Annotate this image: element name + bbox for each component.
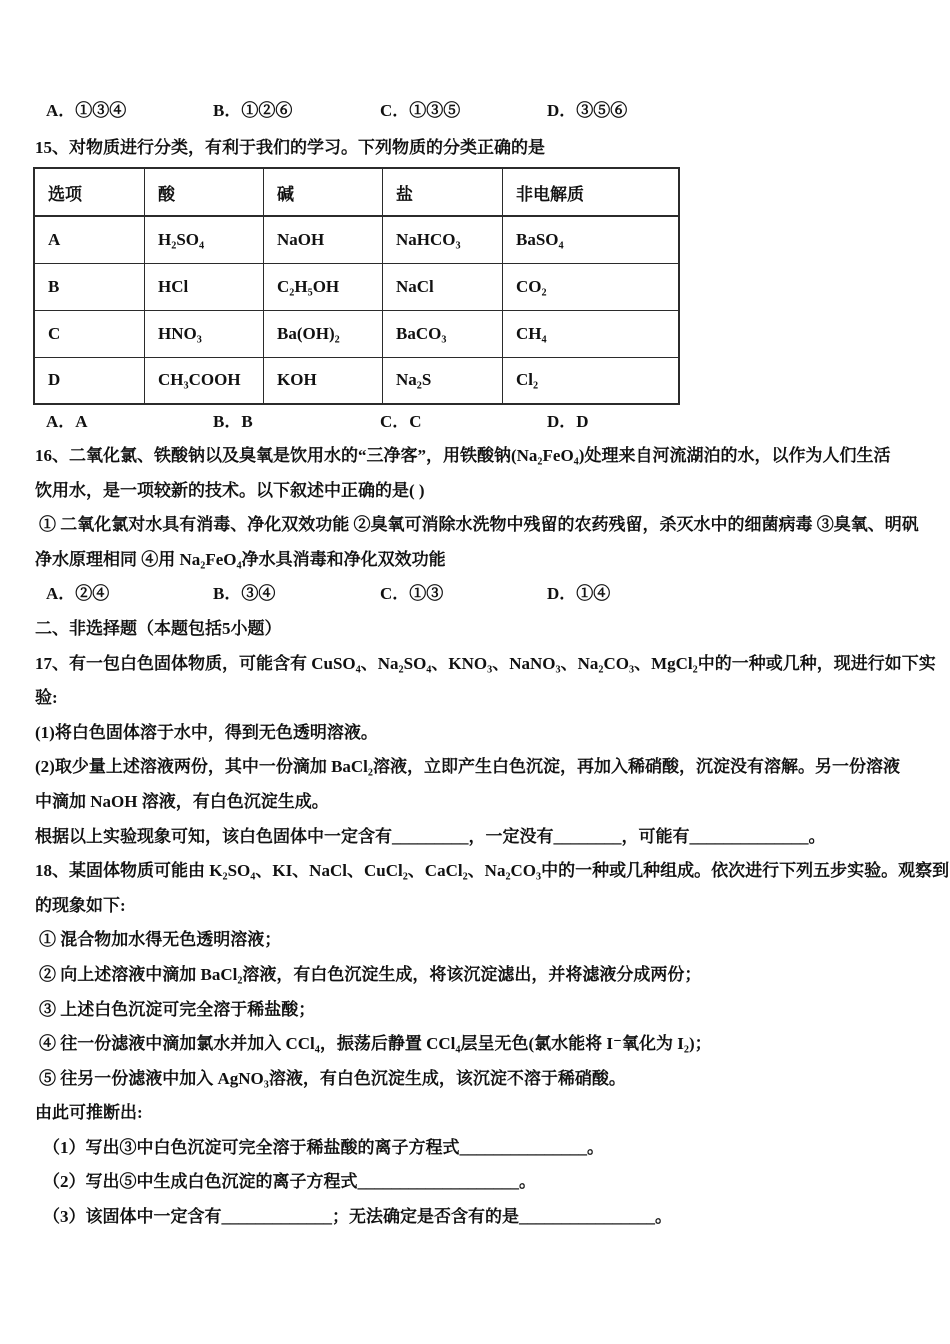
table-cell: B <box>34 263 145 310</box>
table-cell: BaCO₃ <box>383 310 503 357</box>
table-header-cell: 酸 <box>145 168 264 216</box>
table-cell: NaHCO₃ <box>383 216 503 263</box>
table-cell: D <box>34 357 145 404</box>
q17-line: 验: <box>35 688 58 708</box>
table-cell: HNO₃ <box>145 310 264 357</box>
table-cell: CH₄ <box>503 310 680 357</box>
q15-options-row <box>46 411 950 433</box>
q16-line: ① 二氧化氯对水具有消毒、净化双效功能 ②臭氧可消除水洗物中残留的农药残留，杀灭水中的细菌病毒 ③臭氧、明矾 <box>39 515 919 535</box>
questions-text-block <box>35 439 950 1235</box>
q15-option-d: D．D <box>547 412 589 431</box>
table-cell: Ba(OH)₂ <box>264 310 383 357</box>
q17-step-2: (2)取少量上述溶液两份，其中一份滴加 BaCl₂溶液，立即产生白色沉淀，再加入稀硝酸，沉淀没有溶解。另一份溶液 <box>35 757 901 777</box>
q17-blanks-line: 根据以上实验现象可知，该白色固体中一定含有_________，一定没有________，可能有______________。 <box>35 826 826 846</box>
q14-option-a: A．①③④ <box>46 101 127 120</box>
table-cell: H₂SO₄ <box>145 216 264 263</box>
table-cell: HCl <box>145 263 264 310</box>
table-header-cell: 非电解质 <box>503 168 680 216</box>
q18-observation-3: ③ 上述白色沉淀可完全溶于稀盐酸； <box>39 999 316 1019</box>
q17-step-2-cont: 中滴加 NaOH 溶液，有白色沉淀生成。 <box>35 791 329 811</box>
table-cell: NaOH <box>264 216 383 263</box>
q18-subquestion-1: （1）写出③中白色沉淀可完全溶于稀盐酸的离子方程式_______________。 <box>43 1137 604 1157</box>
q16-option-a: A．②④ <box>46 584 110 604</box>
q15-option-b: B．B <box>213 412 253 431</box>
q18-subquestion-2: （2）写出⑤中生成白色沉淀的离子方程式___________________。 <box>43 1172 536 1192</box>
table-header-cell: 选项 <box>34 168 145 216</box>
q18-observation-1: ① 混合物加水得无色透明溶液； <box>39 930 282 950</box>
q16-option-d: D．①④ <box>547 584 611 604</box>
table-cell: C <box>34 310 145 357</box>
q18-subquestion-3: （3）该固体中一定含有_____________；无法确定是否含有的是________________。 <box>43 1207 672 1227</box>
table-cell: Na₂S <box>383 357 503 404</box>
classification-table <box>33 167 680 405</box>
table-header-row <box>34 168 679 216</box>
q17-step-1: (1)将白色固体溶于水中，得到无色透明溶液。 <box>35 722 378 742</box>
q16-options-row <box>35 577 950 612</box>
q14-option-c: C．①③⑤ <box>380 101 461 120</box>
q18-conclusion-intro: 由此可推断出: <box>35 1103 143 1123</box>
q15-option-a: A．A <box>46 412 88 431</box>
table-row <box>34 263 679 310</box>
q14-option-d: D．③⑤⑥ <box>547 101 628 120</box>
q17-line: 17、有一包白色固体物质，可能含有 CuSO₄、Na₂SO₄、KNO₃、NaNO₃、Na₂CO₃、MgCl₂中的一种或几种，现进行如下实 <box>35 653 936 673</box>
table-cell: A <box>34 216 145 263</box>
q15-stem: 15、对物质进行分类，有利于我们的学习。下列物质的分类正确的是 <box>35 138 545 157</box>
table-row <box>34 357 679 404</box>
table-row <box>34 310 679 357</box>
q14-option-b: B．①②⑥ <box>213 101 293 120</box>
section2-heading: 二、非选择题（本题包括5小题） <box>35 618 282 638</box>
table-row <box>34 216 679 263</box>
table-cell: CO₂ <box>503 263 680 310</box>
q14-options-row <box>46 100 950 122</box>
table-cell: C₂H₅OH <box>264 263 383 310</box>
table-cell: NaCl <box>383 263 503 310</box>
table-cell: Cl₂ <box>503 357 680 404</box>
q18-observation-2: ② 向上述溶液中滴加 BaCl₂溶液，有白色沉淀生成，将该沉淀滤出，并将滤液分成两份； <box>39 964 702 984</box>
q16-line: 饮用水，是一项较新的技术。以下叙述中正确的是( ) <box>35 480 425 500</box>
q16-line: 净水原理相同 ④用 Na₂FeO₄净水具消毒和净化双效功能 <box>35 549 446 569</box>
table-cell: KOH <box>264 357 383 404</box>
table-cell: BaSO₄ <box>503 216 680 263</box>
table-header-cell: 碱 <box>264 168 383 216</box>
table-header-cell: 盐 <box>383 168 503 216</box>
table-cell: CH₃COOH <box>145 357 264 404</box>
q18-observation-4: ④ 往一份滤液中滴加氯水并加入 CCl₄，振荡后静置 CCl₄层呈无色(氯水能将 I⁻氧化为 I₂)； <box>39 1034 712 1054</box>
q15-option-c: C．C <box>380 412 422 431</box>
q18-observation-5: ⑤ 往另一份滤液中加入 AgNO₃溶液，有白色沉淀生成，该沉淀不溶于稀硝酸。 <box>39 1068 626 1088</box>
q16-line: 16、二氧化氯、铁酸钠以及臭氧是饮用水的“三净客”，用铁酸钠(Na₂FeO₄)处理来自河流湖泊的水，以作为人们生活 <box>35 446 891 465</box>
q18-line: 的现象如下: <box>35 895 126 915</box>
q16-option-b: B．③④ <box>213 584 276 604</box>
q18-line: 18、某固体物质可能由 K₂SO₄、KI、NaCl、CuCl₂、CaCl₂、Na₂CO₃中的一种或几种组成。依次进行下列五步实验。观察到 <box>35 861 950 881</box>
q16-option-c: C．①③ <box>380 584 444 604</box>
